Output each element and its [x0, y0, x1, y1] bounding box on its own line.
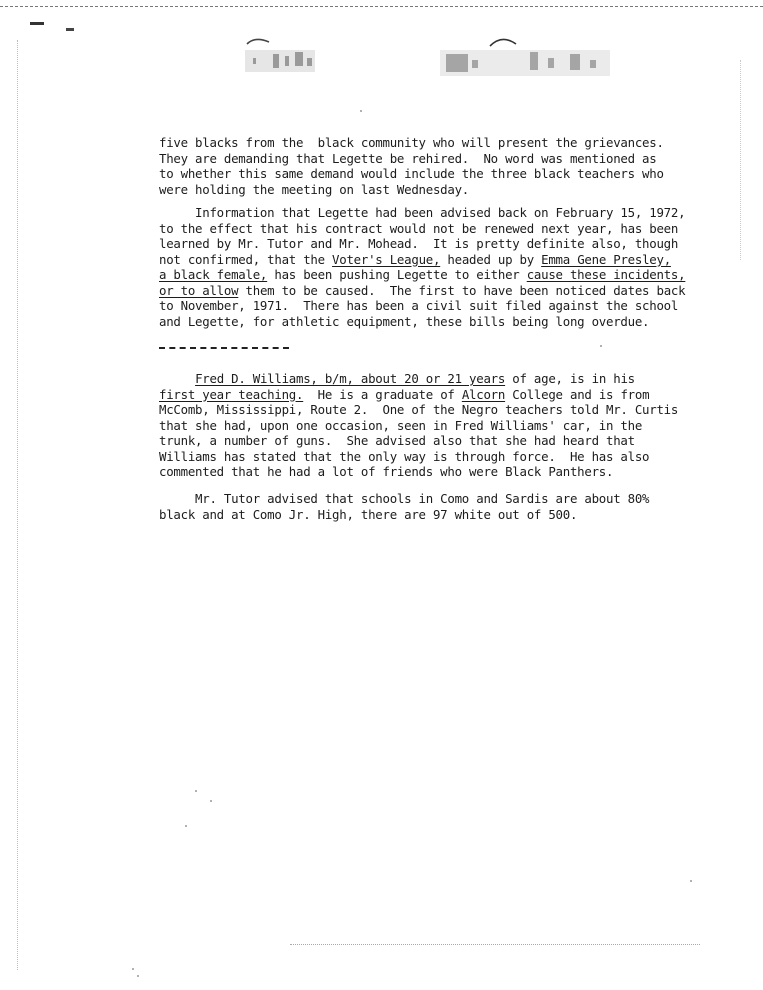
underlined-incidents: cause these incidents,: [526, 267, 686, 282]
text-line: five blacks from the black community who will present the grievances.: [159, 135, 664, 150]
text-line: Mr. Tutor advised that schools in Como and Sardis are about 80%: [159, 491, 650, 506]
text-segment: He is a graduate of: [303, 386, 462, 402]
text-line: learned by Mr. Tutor and Mr. Mohead. It is pretty definite also, though: [159, 236, 679, 251]
text-line: McComb, Mississippi, Route 2. One of the Negro teachers told Mr. Curtis: [159, 402, 679, 417]
scan-speck: [132, 968, 134, 970]
paragraph-legette-contract: [159, 205, 686, 329]
scan-speck: [137, 975, 139, 977]
text-line: commented that he had a lot of friends who were Black Panthers.: [159, 464, 614, 479]
text-line: to whether this same demand would include the three black teachers who: [159, 166, 664, 181]
section-separator: [159, 347, 289, 349]
text-line: to November, 1971. There has been a civil suit filed against the school: [159, 298, 679, 313]
underlined-first-year: first year teaching.: [159, 386, 304, 402]
text-line: trunk, a number of guns. She advised also that she had heard that: [159, 433, 635, 448]
scan-speck: [600, 345, 602, 347]
corner-mark: [66, 28, 74, 31]
text-line: [159, 387, 679, 403]
left-margin-dots: [17, 40, 18, 970]
text-line: [159, 282, 686, 299]
text-segment: [159, 371, 195, 386]
text-line: were holding the meeting on last Wednesday.: [159, 181, 470, 197]
text-line: [159, 371, 679, 387]
text-segment: them to be caused. The first to have been noticed dates back: [238, 282, 686, 298]
scan-speck: [185, 825, 187, 827]
top-dashed-border: [0, 6, 763, 7]
redaction-smudge-right: [430, 32, 620, 82]
scan-speck: [360, 110, 362, 112]
text-segment: headed up by: [440, 251, 542, 267]
text-segment: has been pushing Legette to either: [267, 267, 527, 282]
scan-speck: [195, 790, 197, 792]
text-line: [159, 252, 679, 268]
text-line: Information that Legette had been advised back on February 15, 1972,: [159, 205, 686, 220]
text-line: that she had, upon one occasion, seen in Fred Williams' car, in the: [159, 417, 643, 433]
bottom-dotted-line: [290, 944, 700, 945]
text-segment: College and is from: [505, 386, 650, 402]
paragraph-fred-williams: [159, 371, 679, 480]
text-line: [159, 267, 686, 283]
text-line: Williams has stated that the only way is through force. He has also: [159, 448, 650, 464]
text-line: and Legette, for athletic equipment, these bills being long overdue.: [159, 313, 650, 329]
scan-speck: [210, 800, 212, 802]
scan-speck: [690, 880, 692, 882]
text-line: black and at Como Jr. High, there are 97 white out of 500.: [159, 506, 578, 522]
text-line: to the effect that his contract would not be renewed next year, has been: [159, 220, 679, 236]
underlined-name: Emma Gene Presley,: [541, 251, 671, 267]
paragraph-school-stats: [159, 491, 679, 522]
underlined-name: Fred D. Williams, b/m, about 20 or 21 years: [195, 371, 506, 386]
underlined-college: Alcorn: [461, 386, 506, 402]
text-line: They are demanding that Legette be rehired. No word was mentioned as: [159, 150, 657, 166]
right-margin-dots: [740, 60, 741, 260]
underlined-voters-league: Voter's League,: [332, 251, 441, 267]
redaction-smudge-left: [225, 32, 325, 80]
underlined-allow: or to allow: [159, 282, 239, 298]
text-segment: not confirmed, that the: [159, 251, 333, 267]
text-segment: of age, is in his: [505, 371, 635, 386]
corner-mark: [30, 22, 44, 25]
underlined-description: a black female,: [159, 267, 268, 282]
paragraph-grievances: [159, 135, 679, 197]
